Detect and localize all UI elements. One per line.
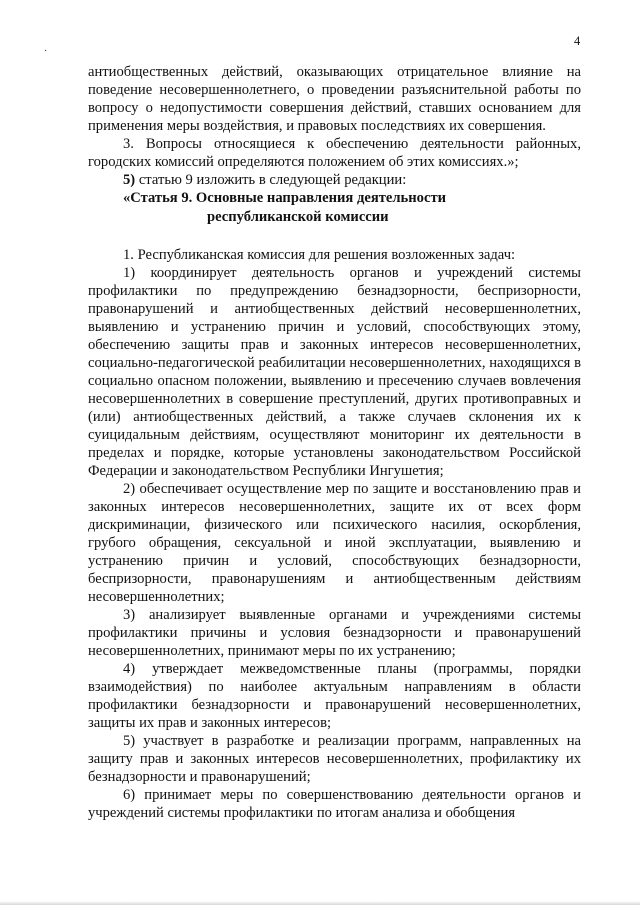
article-heading-line2: республиканской комиссии	[207, 209, 389, 225]
amendment-line	[88, 171, 581, 189]
list-item-2: 2) обеспечивает осуществление мер по защите и восстановлению прав и законных интересов несовершеннолетних, защите их от всех форм дискриминации, физического или психического насилия, оскорбления, грубого обращения, сексуальной и иной эксплуатации, выявлению и устранению причин и условий, способствующих безнадзорности, беспризорности, правонарушениям и антиобщественным действиям несовершеннолетних;	[88, 481, 581, 605]
list-item-6: 6) принимает меры по совершенствованию деятельности органов и учреждений системы профилактики по итогам анализа и обобщения	[88, 787, 581, 821]
article-intro: 1. Республиканская комиссия для решения возложенных задач:	[123, 247, 516, 263]
spacer	[88, 227, 581, 246]
amendment-text: статью 9 изложить в следующей редакции:	[135, 172, 407, 188]
scan-dot-mark: ·	[44, 46, 48, 57]
list-item-3: 3) анализирует выявленные органами и учреждениями системы профилактики причины и условия безнадзорности и правонарушений несовершеннолетних, принимают меры по их устранению;	[88, 607, 581, 659]
page-number: 4	[574, 34, 581, 48]
document-body	[88, 63, 581, 822]
list-item-5: 5) участвует в разработке и реализации программ, направленных на защиту прав и законных интересов несовершеннолетних, профилактику их безнадзорности и правонарушений;	[88, 733, 581, 785]
article-heading-line1: «Статья 9. Основные направления деятельности	[123, 190, 447, 206]
article-heading	[88, 189, 581, 227]
paragraph-continuation: антиобщественных действий, оказывающих отрицательное влияние на поведение несовершеннолетнего, о проведении разъяснительной работы по вопросу о недопустимости совершения действий, ставших основанием для применения меры воздействия, и правовых последствиях их совершения.	[88, 64, 581, 134]
list-item-4: 4) утверждает межведомственные планы (программы, порядки взаимодействия) по наиболее актуальным направлениям в области профилактики безнадзорности и правонарушений несовершеннолетних, защиты их прав и законных интересов;	[88, 661, 581, 731]
list-item-1: 1) координирует деятельность органов и учреждений системы профилактики по предупреждению безнадзорности, беспризорности, правонарушений и антиобщественных действий несовершеннолетних, выявлению и устранению причин и условий, способствующих этому, обеспечению защиты прав и законных интересов несовершеннолетних, социально-педагогической реабилитации несовершеннолетних, находящихся в социально опасном положении, выявлению и пресечению случаев вовлечения несовершеннолетних в совершение преступлений, других противоправных и (или) антиобщественных действий, а также случаев склонения их к суицидальным действиям, осуществляют мониторинг их деятельности в пределах и порядке, которые установлены законодательством Российской Федерации и законодательством Республики Ингушетия;	[88, 265, 581, 479]
paragraph-3: 3. Вопросы относящиеся к обеспечению деятельности районных, городских комиссий определяются положением об этих комиссиях.»;	[88, 136, 581, 170]
amendment-number: 5)	[123, 172, 136, 188]
scan-bottom-edge	[0, 901, 640, 905]
